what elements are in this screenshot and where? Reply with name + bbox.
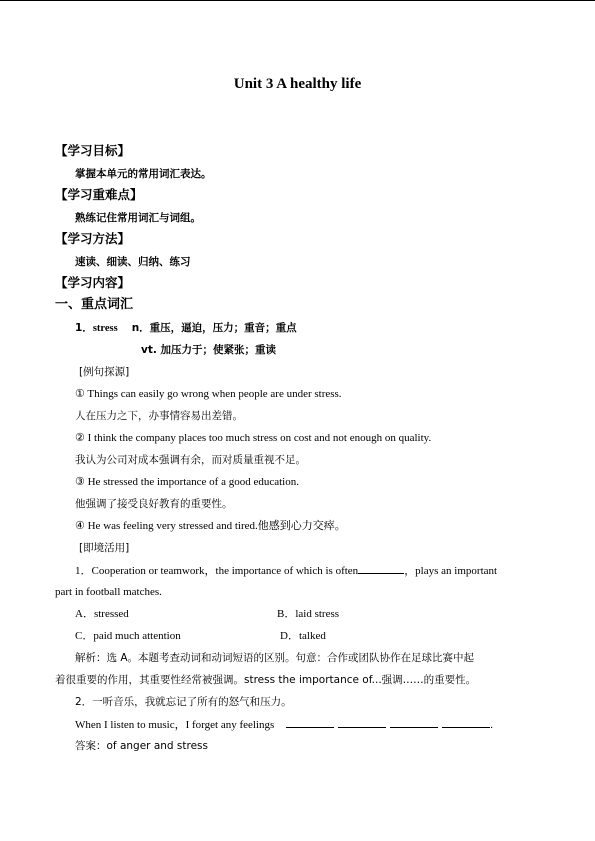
entry-word: stress — [92, 323, 118, 334]
top-rule — [0, 0, 595, 1]
answer-blank-1 — [286, 717, 334, 728]
question-1-text-cont: ，plays an important — [404, 565, 498, 577]
example-4: ④ He was feeling very stressed and tired.他感到心力交瘁。 — [75, 520, 346, 532]
content-heading: 【学习内容】 — [55, 275, 131, 290]
example-en-1: ① Things can easily go wrong when people are under stress. — [75, 388, 342, 400]
analysis-line2: 着很重要的作用，其重要性经常被强调。stress the importance of...强调……的重要性。 — [55, 674, 477, 686]
option-c: C．paid much attention — [75, 630, 181, 642]
vocab-section-heading: 一、重点词汇 — [55, 297, 134, 312]
goal-text: 掌握本单元的常用词汇表达。 — [75, 168, 212, 180]
analysis-line1: 解析：选 A。本题考查动词和动词短语的区别。句意：合作或团队协作在足球比赛中起 — [75, 652, 475, 664]
practice-label: [即境活用] — [79, 542, 130, 554]
answer-blank-2 — [338, 717, 386, 728]
answer-text: 答案：of anger and stress — [75, 740, 208, 752]
page-title: Unit 3 A healthy life — [233, 76, 362, 92]
question-2-prompt: When I listen to music，I forget any feelings — [75, 719, 275, 731]
option-b: B．laid stress — [277, 608, 340, 620]
question-2: 2．一听音乐，我就忘记了所有的怒气和压力。 — [75, 696, 292, 708]
question-1-line2: part in football matches. — [55, 586, 162, 598]
question-1-text: 1．Cooperation or teamwork，the importance of which is often — [75, 565, 359, 577]
question-2-end: . — [490, 719, 494, 731]
option-d: D．talked — [280, 630, 326, 642]
example-zh-3: 他强调了接受良好教育的重要性。 — [75, 498, 233, 510]
vocab-entry-line1 — [75, 321, 297, 336]
option-a: A．stressed — [75, 608, 129, 620]
question-2-english — [75, 717, 493, 732]
example-zh-1: 人在压力之下，办事情容易出差错。 — [75, 410, 243, 422]
entry-number: 1． — [75, 322, 93, 334]
answer-blank-3 — [390, 717, 438, 728]
question-1-line1 — [75, 563, 497, 578]
answer-blank-4 — [442, 717, 490, 728]
focus-text: 熟练记住常用词汇与词组。 — [75, 212, 201, 224]
method-text: 速读、细读、归纳、练习 — [75, 256, 191, 268]
example-en-3: ③ He stressed the importance of a good education. — [75, 476, 299, 488]
example-en-2: ② I think the company places too much stress on cost and not enough on quality. — [75, 432, 432, 444]
entry-verb-meaning: vt. 加压力于；使紧张；重读 — [141, 344, 277, 356]
entry-noun-meaning: n．重压，逼迫，压力；重音；重点 — [131, 322, 297, 334]
method-heading: 【学习方法】 — [55, 231, 131, 246]
example-zh-2: 我认为公司对成本强调有余，而对质量重视不足。 — [75, 454, 306, 466]
focus-heading: 【学习重难点】 — [55, 187, 143, 202]
goal-heading: 【学习目标】 — [55, 143, 131, 158]
answer-blank — [358, 563, 404, 574]
examples-label: [例句探源] — [79, 366, 130, 378]
